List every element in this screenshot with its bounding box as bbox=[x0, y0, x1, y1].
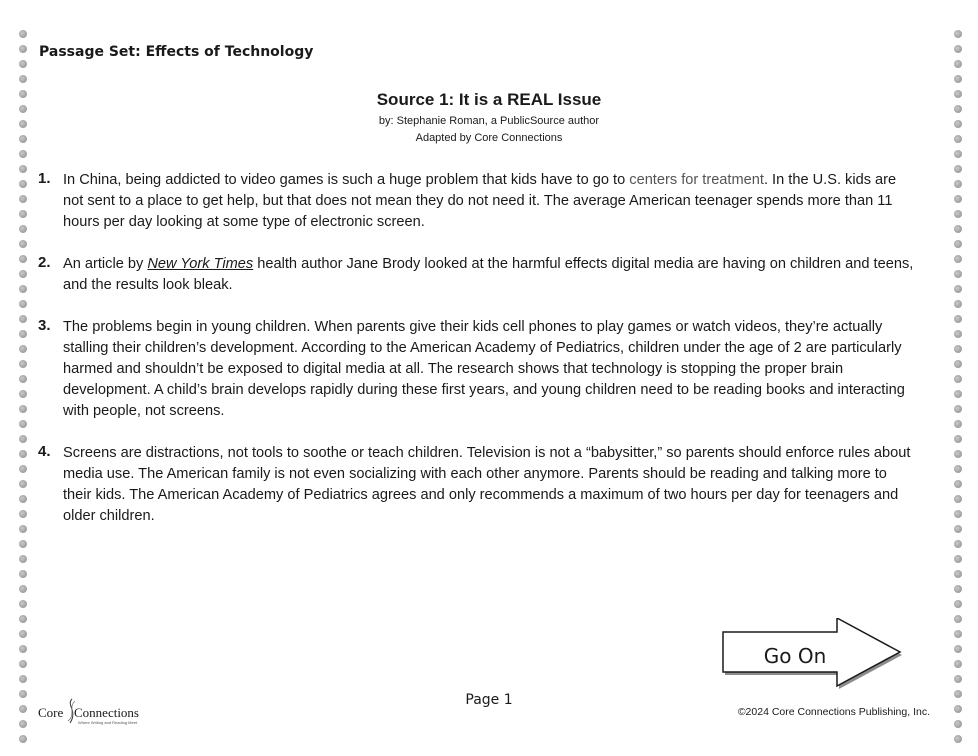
binder-hole bbox=[954, 420, 962, 428]
binder-hole bbox=[954, 555, 962, 563]
binder-hole bbox=[19, 210, 27, 218]
binder-hole bbox=[954, 315, 962, 323]
paragraph-number: 2. bbox=[38, 254, 51, 271]
binder-hole bbox=[954, 300, 962, 308]
go-on-label: Go On bbox=[763, 644, 827, 668]
binder-hole bbox=[19, 420, 27, 428]
centers-for-treatment-link[interactable]: centers for treatment bbox=[629, 172, 764, 188]
binder-hole bbox=[19, 165, 27, 173]
page-number: Page 1 bbox=[465, 692, 513, 708]
binder-hole bbox=[954, 465, 962, 473]
binder-hole bbox=[19, 75, 27, 83]
binder-hole bbox=[954, 45, 962, 53]
binder-hole bbox=[954, 270, 962, 278]
binder-hole bbox=[954, 165, 962, 173]
binder-hole bbox=[19, 225, 27, 233]
binder-hole bbox=[19, 525, 27, 533]
binder-hole bbox=[19, 300, 27, 308]
binder-hole bbox=[954, 480, 962, 488]
binder-hole bbox=[954, 60, 962, 68]
binder-hole bbox=[954, 195, 962, 203]
paragraph-number: 4. bbox=[38, 443, 51, 460]
binder-hole bbox=[954, 150, 962, 158]
binder-hole bbox=[954, 240, 962, 248]
binder-hole bbox=[954, 735, 962, 743]
paragraph-1 bbox=[38, 170, 918, 233]
binder-hole bbox=[954, 525, 962, 533]
binder-hole bbox=[954, 540, 962, 548]
binder-hole bbox=[954, 255, 962, 263]
binder-hole bbox=[19, 630, 27, 638]
binder-hole bbox=[19, 465, 27, 473]
binder-hole bbox=[954, 75, 962, 83]
binder-hole bbox=[19, 315, 27, 323]
binder-hole bbox=[19, 270, 27, 278]
binder-hole bbox=[954, 720, 962, 728]
paragraph-text: The problems begin in young children. When parents give their kids cell phones to play games or watch videos, they’re actually stalling their children’s development. According to the American Academy of Pediatrics, children under the age of 2 are particularly harmed and shouldn’t be exposed to digital media at all. The research shows that technology is stopping the proper brain development. A child’s brain develops rapidly during these first years, and young children need to be reading books and interacting with people, not screens. bbox=[63, 319, 905, 419]
binder-hole bbox=[954, 30, 962, 38]
binder-hole bbox=[19, 180, 27, 188]
binder-hole bbox=[954, 435, 962, 443]
binder-hole bbox=[19, 285, 27, 293]
binder-hole bbox=[19, 405, 27, 413]
binder-hole bbox=[19, 540, 27, 548]
paragraph-number: 1. bbox=[38, 170, 51, 187]
publication-name: New York Times bbox=[147, 256, 254, 272]
binder-hole bbox=[19, 735, 27, 743]
logo-tagline: Where Writing and Reading Meet bbox=[78, 720, 138, 725]
binder-hole bbox=[19, 45, 27, 53]
binder-hole bbox=[19, 480, 27, 488]
copyright-notice: ©2024 Core Connections Publishing, Inc. bbox=[737, 706, 930, 718]
paragraph-number: 3. bbox=[38, 317, 51, 334]
binder-hole bbox=[19, 450, 27, 458]
paragraph-text: An article by New York Times health author Jane Brody looked at the harmful effects digital media are having on children and teens, and the results look bleak. bbox=[63, 256, 914, 293]
binder-hole bbox=[954, 450, 962, 458]
binder-hole bbox=[19, 150, 27, 158]
logo-word-core: Core bbox=[38, 705, 64, 720]
binder-hole bbox=[19, 255, 27, 263]
binder-hole bbox=[19, 195, 27, 203]
binder-hole bbox=[954, 600, 962, 608]
binder-hole bbox=[954, 585, 962, 593]
binder-hole bbox=[19, 645, 27, 653]
binder-hole bbox=[19, 600, 27, 608]
binder-hole bbox=[19, 375, 27, 383]
binder-hole bbox=[954, 675, 962, 683]
binder-hole bbox=[954, 660, 962, 668]
binder-hole bbox=[19, 675, 27, 683]
binder-hole bbox=[19, 435, 27, 443]
paragraph-4 bbox=[38, 443, 918, 527]
binder-hole bbox=[954, 495, 962, 503]
binder-hole bbox=[954, 330, 962, 338]
binder-hole bbox=[954, 285, 962, 293]
binder-hole bbox=[19, 720, 27, 728]
source-title: Source 1: It is a REAL Issue bbox=[376, 90, 602, 109]
paragraph-3 bbox=[38, 317, 918, 422]
binder-hole bbox=[954, 225, 962, 233]
binder-hole bbox=[954, 645, 962, 653]
binder-hole bbox=[954, 405, 962, 413]
source-byline: by: Stephanie Roman, a PublicSource author bbox=[378, 115, 600, 127]
binder-hole bbox=[954, 210, 962, 218]
binder-hole bbox=[954, 615, 962, 623]
binder-hole bbox=[19, 330, 27, 338]
binder-hole bbox=[19, 615, 27, 623]
binder-hole bbox=[19, 360, 27, 368]
binder-hole bbox=[19, 555, 27, 563]
paragraph-text: In China, being addicted to video games is such a huge problem that kids have to go to centers for treatment. In the U.S. kids are not sent to a place to get help, but that does not mean they do not need it. The average American teenager spends more than 11 hours per day looking at some type of electronic screen. bbox=[63, 172, 897, 230]
binder-hole bbox=[19, 570, 27, 578]
binder-hole bbox=[19, 345, 27, 353]
binder-hole bbox=[19, 660, 27, 668]
binder-hole bbox=[954, 570, 962, 578]
paragraph-text: Screens are distractions, not tools to soothe or teach children. Television is not a “babysitter,” so parents should enforce rules about media use. The American family is not even socializing with each other anymore. Parents should be reading and talking more to their kids. The American Academy of Pediatrics agrees and only recommends a maximum of two hours per day for teenagers and older children. bbox=[63, 445, 911, 524]
binder-hole bbox=[19, 30, 27, 38]
binder-hole bbox=[954, 360, 962, 368]
binder-hole bbox=[954, 630, 962, 638]
source-adapted: Adapted by Core Connections bbox=[415, 132, 563, 144]
core-connections-logo bbox=[38, 697, 148, 727]
binder-hole bbox=[19, 510, 27, 518]
binder-hole bbox=[19, 60, 27, 68]
binder-hole bbox=[19, 390, 27, 398]
binder-hole bbox=[954, 180, 962, 188]
binder-hole bbox=[954, 510, 962, 518]
binder-hole bbox=[19, 585, 27, 593]
logo-word-connections: Connections bbox=[74, 705, 139, 720]
paragraph-2 bbox=[38, 254, 918, 296]
binder-hole bbox=[954, 390, 962, 398]
binder-hole bbox=[19, 495, 27, 503]
source-header bbox=[0, 90, 978, 147]
binder-hole bbox=[954, 375, 962, 383]
passage-set-title: Passage Set: Effects of Technology bbox=[39, 44, 314, 60]
binder-hole bbox=[954, 345, 962, 353]
binder-hole bbox=[19, 240, 27, 248]
